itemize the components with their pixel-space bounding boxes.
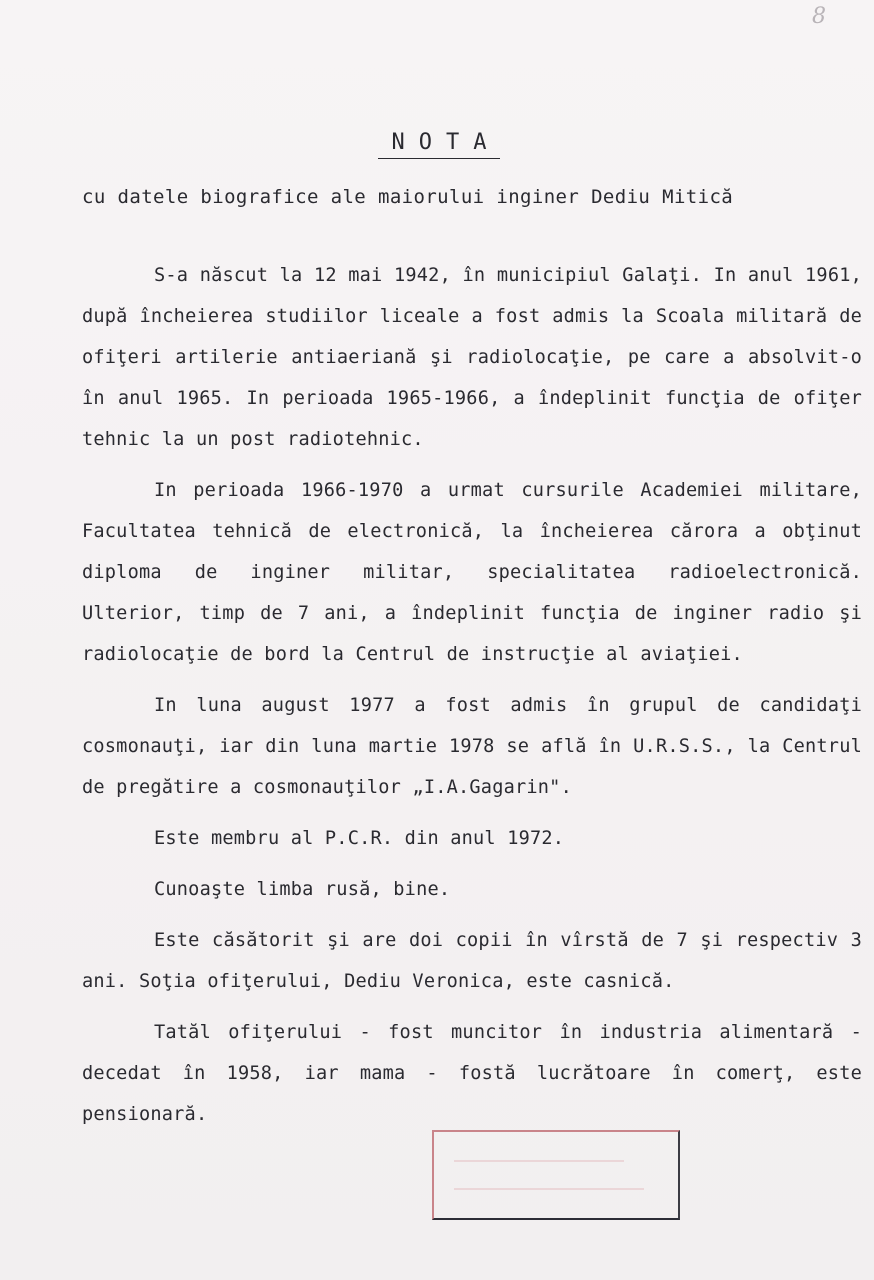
document-subtitle: cu datele biografice ale maiorului inginer Dediu Mitică xyxy=(82,186,734,208)
faded-stamp xyxy=(432,1130,680,1220)
paragraph-family: Este căsătorit şi are doi copii în vîrstă de 7 şi respectiv 3 ani. Soţia ofiţerului, Dediu Veronica, este casnică. xyxy=(82,930,862,992)
stamp-faded-line xyxy=(454,1160,624,1162)
paragraph-party-membership: Este membru al P.C.R. din anul 1972. xyxy=(154,828,565,849)
stamp-faded-line xyxy=(454,1188,644,1190)
page-number: 8 xyxy=(812,4,826,29)
paragraph-birth-education: S-a născut la 12 mai 1942, în municipiul Galaţi. In anul 1961, după încheierea studiilor liceale a fost admis la Scoala militară de ofiţeri artilerie antiaeriană şi radiolocaţie, pe care a absolvit-o în anul 1965. In perioada 1965-1966, a îndeplinit funcţia de ofiţer tehnic la un post radiotehnic. xyxy=(82,265,862,450)
paragraph-language: Cunoaşte limba rusă, bine. xyxy=(154,879,451,900)
paragraph-academy: In perioada 1966-1970 a urmat cursurile Academiei militare, Facultatea tehnică de electronică, la încheierea cărora a obţinut diploma de inginer militar, specialitatea radioelectronică. Ulterior, timp de 7 ani, a îndeplinit funcţia de inginer radio şi radiolocaţie de bord la Centrul de instrucţie al aviaţiei. xyxy=(82,480,862,665)
paragraph-parents: Tatăl ofiţerului - fost muncitor în industria alimentară - decedat în 1958, iar mama - fostă lucrătoare în comerţ, este pensionară. xyxy=(82,1022,862,1125)
document-title xyxy=(0,130,874,155)
document-body xyxy=(82,255,862,1135)
paragraph-cosmonaut: In luna august 1977 a fost admis în grupul de candidaţi cosmonauţi, iar din luna martie 1978 se află în U.R.S.S., la Centrul de pregătire a cosmonauţilor „I.A.Gagarin". xyxy=(82,695,862,798)
document-title-text: NOTA xyxy=(378,130,501,159)
